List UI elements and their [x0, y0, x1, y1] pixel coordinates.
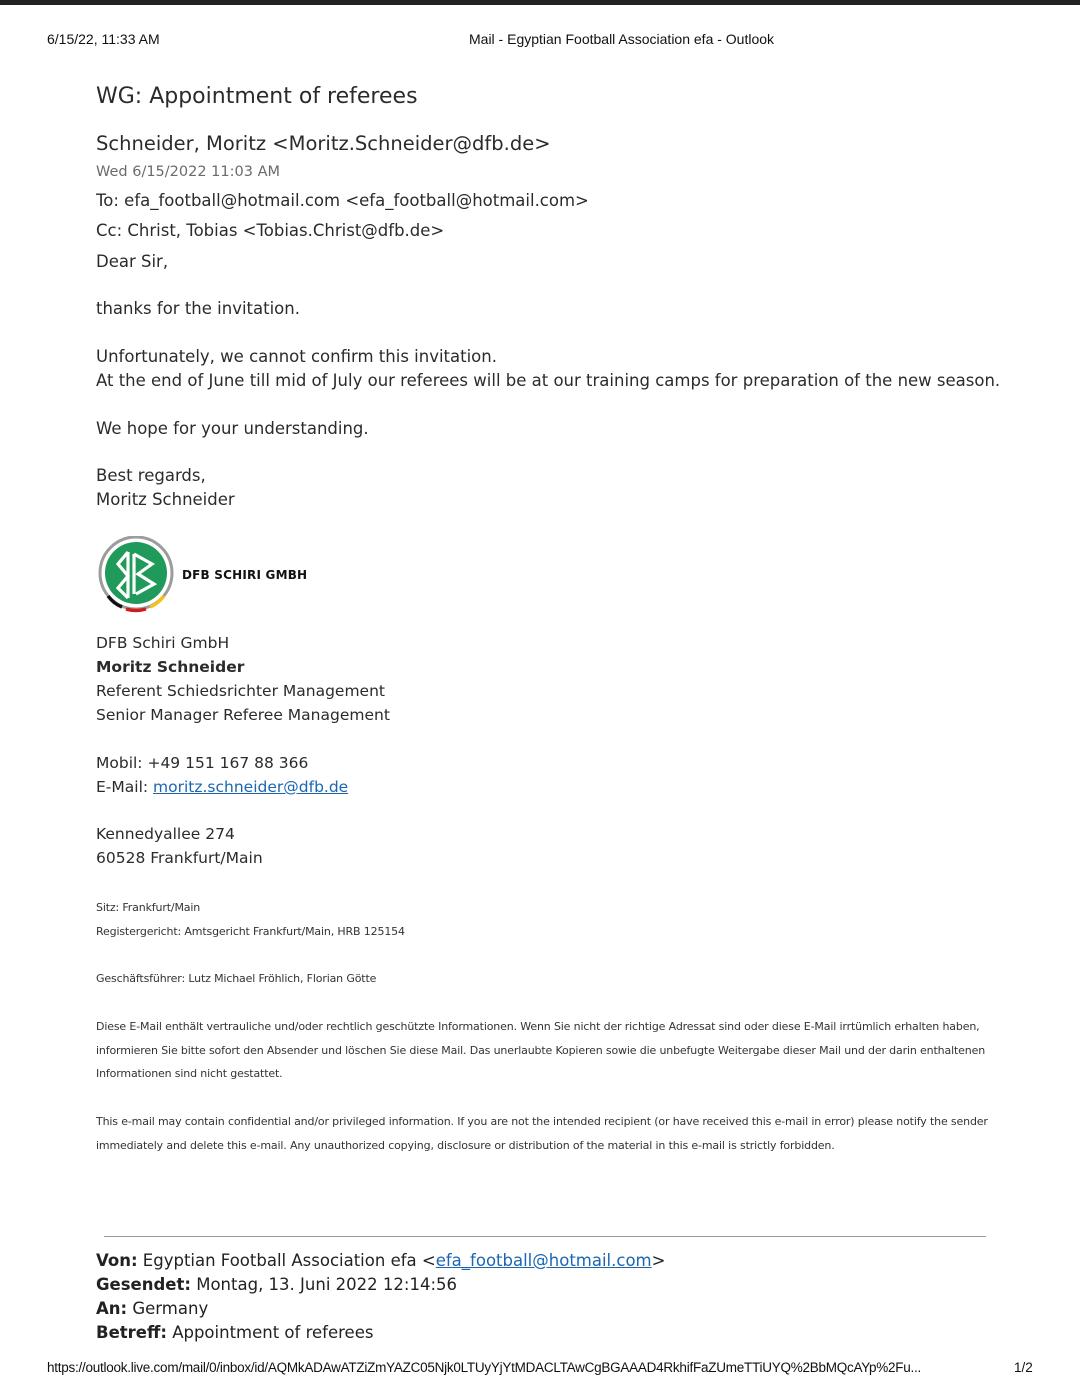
sig-mobile: Mobil: +49 151 167 88 366 — [96, 754, 309, 772]
disclaimer-de-line: Informationen sind nicht gestattet. — [96, 1067, 283, 1080]
sig-email-row — [96, 778, 348, 796]
fwd-sent-label: Gesendet: — [96, 1275, 191, 1294]
logo-text: DFB SCHIRI GMBH — [182, 568, 308, 582]
sig-managing-directors: Geschäftsführer: Lutz Michael Fröhlich, Florian Götte — [96, 972, 377, 985]
print-page-number: 1/2 — [1014, 1360, 1033, 1375]
email-cc: Cc: Christ, Tobias <Tobias.Christ@dfb.de> — [96, 221, 445, 240]
greeting: Dear Sir, — [96, 252, 169, 271]
print-page-title: Mail - Egyptian Football Association efa - Outlook — [469, 31, 775, 47]
fwd-from-email-link[interactable]: efa_football@hotmail.com — [435, 1251, 652, 1270]
body-line: thanks for the invitation. — [96, 299, 300, 318]
dfb-logo-icon — [98, 536, 176, 614]
disclaimer-en-line: immediately and delete this e-mail. Any unauthorized copying, disclosure or distribution of the material in this e-mail is strictly forbidden. — [96, 1139, 835, 1152]
fwd-from-close: > — [651, 1251, 666, 1270]
sig-role-en: Senior Manager Referee Management — [96, 706, 390, 724]
fwd-from-name: Egyptian Football Association efa < — [137, 1251, 436, 1270]
print-datetime: 6/15/22, 11:33 AM — [47, 31, 160, 47]
fwd-sent — [96, 1275, 457, 1294]
fwd-from — [96, 1251, 665, 1270]
signoff-name: Moritz Schneider — [96, 490, 235, 509]
email-subject: WG: Appointment of referees — [96, 84, 418, 109]
disclaimer-de-line: informieren Sie bitte sofort den Absender und löschen Sie diese Mail. Das unerlaubte Kopieren sowie die unbefugte Weitergabe dieser Mail und der darin enthaltenen — [96, 1044, 986, 1057]
sig-seat: Sitz: Frankfurt/Main — [96, 901, 201, 914]
sig-email-link[interactable]: moritz.schneider@dfb.de — [153, 778, 349, 796]
body-line: At the end of June till mid of July our referees will be at our training camps for preparation of the new season. — [96, 371, 1001, 390]
fwd-sent-value: Montag, 13. Juni 2022 12:14:56 — [190, 1275, 457, 1294]
fwd-subject-label: Betreff: — [96, 1323, 167, 1342]
top-bar — [0, 0, 1080, 5]
fwd-to — [96, 1299, 208, 1318]
dfb-logo-block — [98, 536, 358, 614]
email-sent-date: Wed 6/15/2022 11:03 AM — [96, 164, 281, 180]
sig-company: DFB Schiri GmbH — [96, 634, 230, 652]
sig-role-de: Referent Schiedsrichter Management — [96, 682, 385, 700]
sig-city: 60528 Frankfurt/Main — [96, 849, 263, 867]
body-line: Unfortunately, we cannot confirm this invitation. — [96, 347, 497, 366]
fwd-from-label: Von: — [96, 1251, 138, 1270]
forward-divider — [104, 1236, 986, 1237]
sig-email-label: E-Mail: — [96, 778, 154, 796]
print-url: https://outlook.live.com/mail/0/inbox/id/AQMkADAwATZiZmYAZC05Njk0LTUyYjYtMDACLTAwCgBGAAAD4RkhifFaZUmeTTiUYQ%2BbMQcAYp%2Fu... — [47, 1360, 921, 1375]
fwd-to-value: Germany — [127, 1299, 209, 1318]
disclaimer-de-line: Diese E-Mail enthält vertrauliche und/oder rechtlich geschützte Informationen. Wenn Sie nicht der richtige Adressat sind oder diese E-Mail irrtümlich erhalten haben, — [96, 1020, 980, 1033]
sig-street: Kennedyallee 274 — [96, 825, 235, 843]
sig-name: Moritz Schneider — [96, 658, 245, 676]
fwd-to-label: An: — [96, 1299, 128, 1318]
email-to: To: efa_football@hotmail.com <efa_football@hotmail.com> — [96, 191, 589, 210]
disclaimer-en-line: This e-mail may contain confidential and/or privileged information. If you are not the intended recipient (or have received this e-mail in error) please notify the sender — [96, 1115, 988, 1128]
closing: Best regards, — [96, 466, 206, 485]
body-line: We hope for your understanding. — [96, 419, 369, 438]
sig-register: Registergericht: Amtsgericht Frankfurt/Main, HRB 125154 — [96, 925, 405, 938]
fwd-subject-value: Appointment of referees — [166, 1323, 374, 1342]
email-sender[interactable]: Schneider, Moritz <Moritz.Schneider@dfb.de> — [96, 132, 551, 155]
fwd-subject — [96, 1323, 373, 1342]
